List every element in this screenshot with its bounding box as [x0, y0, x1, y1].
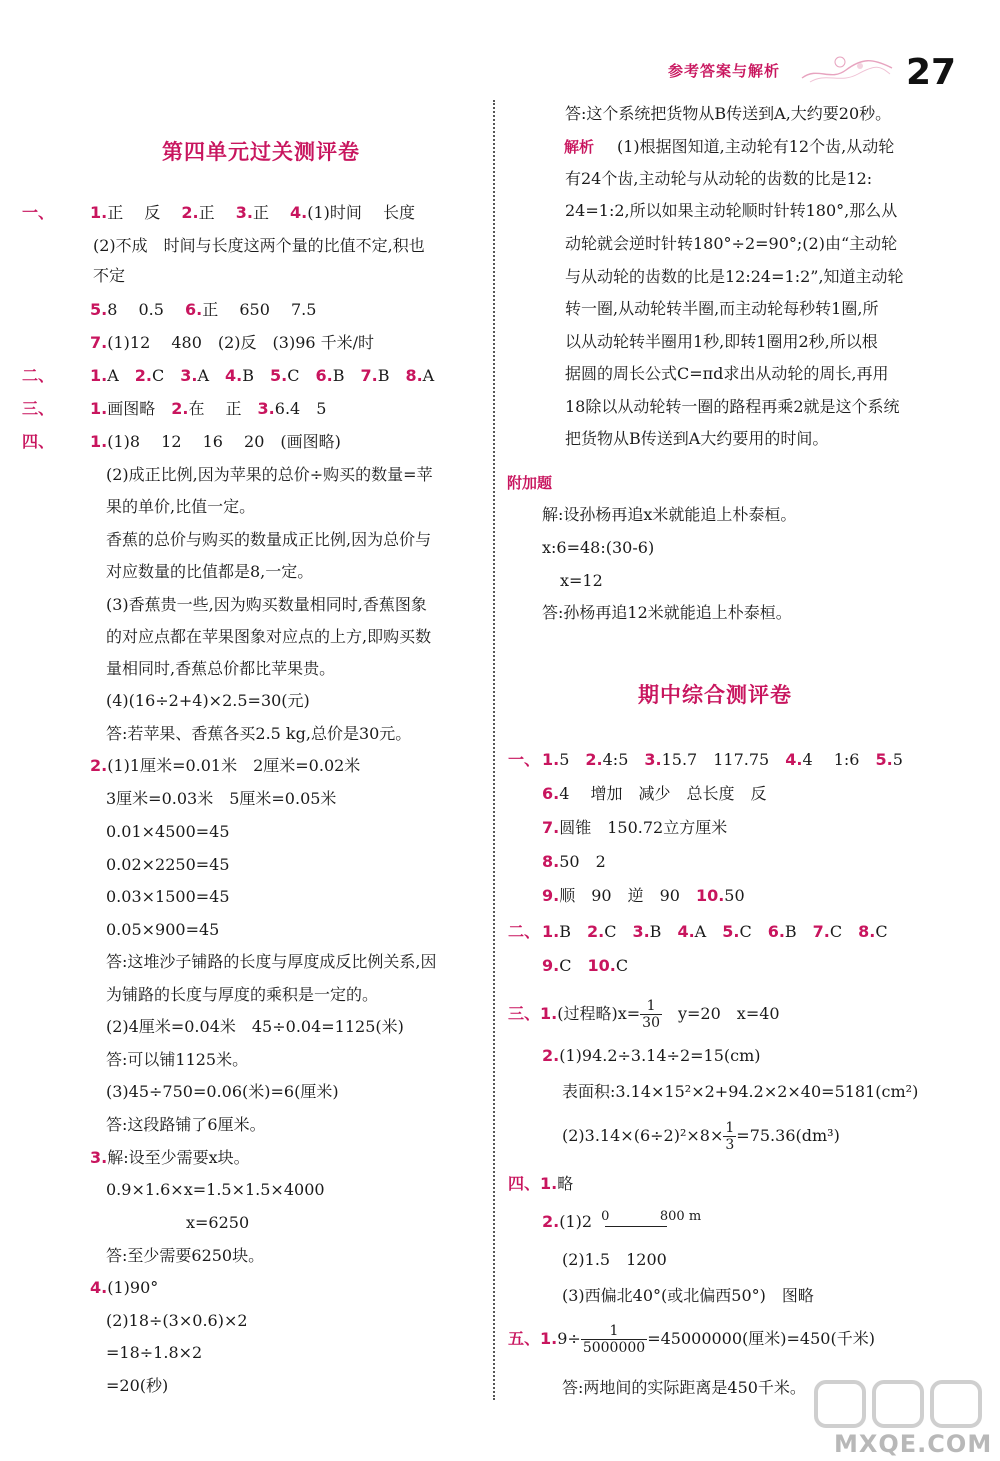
answer-text: 量相同时,香蕉总价都比苹果贵。: [106, 659, 336, 678]
question-number: 6.: [767, 922, 785, 941]
section-4-line-3: (2)1.5 1200: [562, 1250, 667, 1269]
answer-line: [90, 300, 316, 320]
question-number: 4.: [225, 366, 243, 385]
answer-text: 50: [724, 886, 745, 905]
answer-text: 正 反: [107, 203, 182, 222]
answer-line: [106, 952, 436, 972]
question-number: 3.: [644, 750, 662, 769]
bonus-tag: 附加题: [507, 474, 553, 492]
answer-text: B: [332, 366, 361, 385]
question-number: 3.: [235, 203, 253, 222]
question-number: 2.: [181, 203, 199, 222]
answer-text: 转一圈,从动轮转半圈,而主动轮每秒转1圈,所: [565, 299, 879, 318]
section-3-line-2: 2.(1)94.2÷3.14÷2=15(cm): [542, 1046, 761, 1065]
answer-line: [106, 789, 336, 809]
answer-line: [106, 1246, 264, 1266]
answer-text: 把货物从B传送到A大约要用的时间。: [565, 429, 829, 448]
answer-line: [90, 1278, 158, 1298]
fraction: $\frac{1}{30}$: [642, 998, 660, 1031]
section-3-line-3: 表面积:3.14×15²×2+94.2×2×40=5181(cm²): [562, 1082, 919, 1101]
answer-line: [106, 691, 310, 711]
answer-text: 动轮就会逆时针转180°÷2=90°;(2)由“主动轮: [565, 234, 898, 253]
answer-text: C: [875, 922, 888, 941]
answer-text: 果的单价,比值一定。: [106, 497, 256, 516]
question-number: 2.: [585, 750, 603, 769]
answer-line: [106, 1343, 202, 1363]
answer-text: (3)香蕉贵一些,因为购买数量相同时,香蕉图象: [106, 595, 427, 614]
answer-text: (2)成正比例,因为苹果的总价÷购买的数量=苹: [106, 465, 433, 484]
answer-text: 在 正: [188, 399, 258, 418]
answer-line: [106, 497, 255, 517]
answer-line: [542, 505, 796, 525]
answer-text: B: [377, 366, 406, 385]
answer-text: C: [559, 956, 588, 975]
section-marker: 三、: [22, 399, 55, 418]
answer-line: [106, 1180, 325, 1200]
question-number: 7.: [360, 366, 378, 385]
answer-text: 画图略: [107, 399, 172, 418]
question-number: 10.: [587, 956, 616, 975]
answer-text: (1)时间 长度: [307, 203, 416, 222]
answer-line: [106, 1082, 339, 1102]
section-marker: 二、: [22, 366, 55, 385]
answer-line: [565, 267, 904, 287]
answer-line: [106, 1311, 248, 1331]
answer-text: 正 650 7.5: [202, 300, 317, 319]
answer-line: [106, 855, 230, 875]
question-number: 1.: [542, 922, 560, 941]
answer-line: [565, 137, 894, 157]
question-number: 2.: [90, 756, 108, 775]
answer-text: (1)12 480 (2)反 (3)96 千米/时: [107, 333, 375, 352]
question-number: 7.: [812, 922, 830, 941]
answer-text: 0.03×1500=45: [106, 887, 230, 906]
answer-text: x:6=48:(30-6): [542, 538, 655, 557]
answer-text: 解:设孙杨再追x米就能追上朴泰桓。: [542, 505, 797, 524]
question-number: 7.: [90, 333, 108, 352]
header-title: 参考答案与解析: [668, 62, 781, 80]
answer-text: C: [739, 922, 768, 941]
question-number: 9.: [542, 886, 560, 905]
answer-line: [106, 724, 411, 744]
question-number: 10.: [695, 886, 725, 905]
answer-line: [542, 538, 654, 558]
question-number: 1.: [542, 750, 560, 769]
answer-text: 答:至少需要6250块。: [106, 1246, 265, 1265]
answer-line: [106, 562, 313, 582]
answer-line: [106, 1115, 266, 1135]
section-3-line-4: (2)3.14×(6÷2)²×8× $\frac{1}{3}$ =75.36(dm³): [562, 1120, 840, 1153]
question-number: 3.: [180, 366, 198, 385]
answer-line: [542, 886, 745, 906]
question-number: 2.: [134, 366, 152, 385]
answer-text: 不定: [93, 266, 126, 285]
section-4-line-4: (3)西偏北40°(或北偏西50°) 图略: [562, 1286, 814, 1305]
section-4-line-2: 2.(1)2 0 800 m: [542, 1208, 702, 1231]
answer-line: [565, 364, 889, 384]
answer-text: x=12: [560, 571, 603, 590]
answer-text: C: [615, 956, 629, 975]
fraction: $\frac{1}{3}$: [725, 1120, 735, 1153]
answer-text: A: [107, 366, 135, 385]
answer-line: [106, 465, 433, 485]
answer-text: 0.9×1.6×x=1.5×1.5×4000: [106, 1180, 325, 1199]
question-number: 4.: [677, 922, 695, 941]
header-flourish-decoration: [800, 52, 895, 86]
question-number: 6.: [185, 300, 203, 319]
answer-line: [22, 203, 415, 223]
question-number: 5.: [722, 922, 740, 941]
answer-text: 答:孙杨再追12米就能追上朴泰桓。: [542, 603, 792, 622]
watermark-text: MXQE.COM: [834, 1430, 993, 1458]
answer-line: [542, 784, 767, 804]
answer-text: (3)45÷750=0.06(米)=6(厘米): [106, 1082, 339, 1101]
answer-text: =18÷1.8×2: [106, 1343, 203, 1362]
answer-line: [542, 818, 727, 838]
answer-line: [565, 332, 878, 352]
answer-line: [565, 201, 897, 221]
answer-text: C: [829, 922, 859, 941]
answer-text: 以从动轮转半圈用1秒,即转1圈用2秒,所以根: [565, 332, 878, 351]
answer-text: 答:可以铺1125米。: [106, 1050, 249, 1069]
section-marker: 二、: [508, 922, 541, 941]
answer-text: 的对应点都在苹果图象对应点的上方,即购买数: [106, 627, 432, 646]
question-number: 5.: [875, 750, 893, 769]
answer-line: [106, 595, 427, 615]
answer-text: 8 0.5: [107, 300, 186, 319]
answer-text: 顺 90 逆 90: [559, 886, 696, 905]
answer-text: (2)4厘米=0.04米 45÷0.04=1125(米): [106, 1017, 404, 1036]
answer-line: [90, 333, 374, 353]
answer-line: [22, 432, 341, 452]
answer-text: C: [287, 366, 316, 385]
answer-text: 圆锥 150.72立方厘米: [559, 818, 728, 837]
answer-text: A: [197, 366, 226, 385]
answer-text: x=6250: [186, 1213, 250, 1232]
fraction: $\frac{1}{5000000}$: [582, 1323, 646, 1356]
section-5-line-2: 答:两地间的实际距离是450千米。: [562, 1378, 806, 1397]
answer-line: [93, 236, 425, 256]
question-number: 3.: [632, 922, 650, 941]
answer-text: 0.02×2250=45: [106, 855, 230, 874]
answer-text: A: [422, 366, 435, 385]
section-3-line-1: 三、1.(过程略)x= $\frac{1}{30}$ y=20 x=40: [508, 998, 780, 1031]
answer-text: 正: [252, 203, 291, 222]
question-number: 1.: [90, 203, 108, 222]
answer-text: 5: [559, 750, 586, 769]
answer-text: 香蕉的总价与购买的数量成正比例,因为总价与: [106, 530, 432, 549]
question-number: 8.: [405, 366, 423, 385]
question-number: 7.: [542, 818, 560, 837]
answer-line: [106, 822, 230, 842]
answer-line: [22, 399, 326, 419]
answer-text: C: [604, 922, 633, 941]
answer-line: [106, 627, 431, 647]
answer-text: (1)根据图知道,主动轮有12个齿,从动轮: [617, 137, 895, 156]
answer-text: 对应数量的比值都是8,一定。: [106, 562, 314, 581]
answer-line: [22, 366, 434, 386]
answer-text: 有24个齿,主动轮与从动轮的齿数的比是12:: [565, 169, 873, 188]
section-5-line-1: 五、1.9÷ $\frac{1}{5000000}$ =45000000(厘米)=450(千米): [508, 1323, 875, 1356]
answer-text: B: [559, 922, 587, 941]
answer-text: (2)不成 时间与长度这两个量的比值不定,积也: [93, 236, 425, 255]
answer-text: B: [784, 922, 813, 941]
answer-text: (1)1厘米=0.01米 2厘米=0.02米: [107, 756, 361, 775]
question-number: 8.: [858, 922, 876, 941]
section-marker: 四、: [22, 432, 55, 451]
question-number: 5.: [90, 300, 108, 319]
answer-line: [106, 985, 378, 1005]
answer-text: 5: [892, 750, 903, 769]
answer-text: C: [152, 366, 181, 385]
left-section-title: 第四单元过关测评卷: [162, 140, 360, 164]
answer-text: (2)18÷(3×0.6)×2: [106, 1311, 248, 1330]
answer-text: 答:若苹果、香蕉各买2.5 kg,总价是30元。: [106, 724, 412, 743]
answer-text: 答:这个系统把货物从B传送到A,大约要20秒。: [565, 104, 892, 123]
answer-text: 6.4 5: [274, 399, 327, 418]
answer-line: [565, 169, 872, 189]
answer-line: [93, 266, 125, 286]
question-number: 4.: [90, 1278, 108, 1297]
answer-line: [560, 571, 603, 591]
answer-line: [565, 397, 900, 417]
answer-line: [565, 429, 828, 449]
question-number: 1.: [90, 399, 108, 418]
answer-line: [106, 530, 431, 550]
answer-text: 答:这段路铺了6厘米。: [106, 1115, 266, 1134]
answer-text: 0.01×4500=45: [106, 822, 230, 841]
question-number: 4.: [785, 750, 803, 769]
answer-line: [106, 659, 335, 679]
answer-text: 4:5: [602, 750, 645, 769]
question-number: 4.: [290, 203, 308, 222]
answer-line: [508, 922, 888, 942]
answer-line: [542, 956, 628, 976]
question-number: 6.: [315, 366, 333, 385]
answer-text: 24=1:2,所以如果主动轮顺时针转180°,那么从: [565, 201, 898, 220]
question-number: 6.: [542, 784, 560, 803]
answer-text: 正: [198, 203, 236, 222]
question-number: 2.: [586, 922, 605, 941]
answer-text: (4)(16÷2+4)×2.5=30(元): [106, 691, 310, 710]
answer-text: 3厘米=0.03米 5厘米=0.05米: [106, 789, 337, 808]
question-number: 9.: [542, 956, 560, 975]
answer-line: [106, 920, 219, 940]
answer-text: 解:设至少需要x块。: [107, 1148, 250, 1167]
answer-line: [106, 1017, 404, 1037]
section-4-line-1: 四、1.略: [508, 1174, 574, 1193]
answer-line: [106, 1050, 248, 1070]
answer-text: A: [694, 922, 723, 941]
question-number: 3.: [257, 399, 275, 418]
question-number: 1.: [90, 366, 108, 385]
answer-text: 50 2: [559, 852, 606, 871]
question-number: 8.: [542, 852, 560, 871]
answer-line: [565, 104, 891, 124]
answer-text: 4 1:6: [802, 750, 876, 769]
answer-text: =20(秒): [106, 1376, 169, 1395]
right-section-title: 期中综合测评卷: [638, 683, 792, 707]
answer-line: [565, 234, 897, 254]
answer-line: [542, 603, 792, 623]
answer-text: B: [649, 922, 678, 941]
section-marker: 一、: [508, 750, 541, 769]
question-number: 5.: [270, 366, 288, 385]
scale-bar: 0 800 m: [601, 1213, 671, 1233]
answer-text: 为铺路的长度与厚度的乘积是一定的。: [106, 985, 379, 1004]
answer-text: 据圆的周长公式C=πd求出从动轮的周长,再用: [565, 364, 889, 383]
question-number: 3.: [90, 1148, 108, 1167]
answer-text: 18除以从动轮转一圈的路程再乘2就是这个系统: [565, 397, 900, 416]
answer-line: [90, 1148, 250, 1168]
answer-line: [542, 852, 606, 872]
answer-line: [508, 750, 903, 770]
answer-line: [106, 1376, 168, 1396]
answer-text: 与从动轮的齿数的比是12:24=1:2”,知道主动轮: [565, 267, 904, 286]
answer-text: (1)8 12 16 20 (画图略): [107, 432, 341, 451]
answer-text: 0.05×900=45: [106, 920, 220, 939]
question-number: 1.: [90, 432, 108, 451]
answer-line: [565, 299, 878, 319]
answer-text: 15.7 117.75: [661, 750, 786, 769]
answer-line: [90, 756, 360, 776]
analysis-tag: 解析: [564, 138, 595, 156]
answer-text: B: [242, 366, 271, 385]
section-marker: 一、: [22, 203, 55, 222]
answer-line: [186, 1213, 249, 1233]
column-divider: [493, 100, 495, 1400]
question-number: 2.: [171, 399, 189, 418]
answer-text: (1)90°: [107, 1278, 159, 1297]
page-number: 27: [906, 52, 957, 93]
answer-text: 4 增加 减少 总长度 反: [559, 784, 767, 803]
answer-line: [106, 887, 230, 907]
answer-text: 答:这堆沙子铺路的长度与厚度成反比例关系,因: [106, 952, 437, 971]
